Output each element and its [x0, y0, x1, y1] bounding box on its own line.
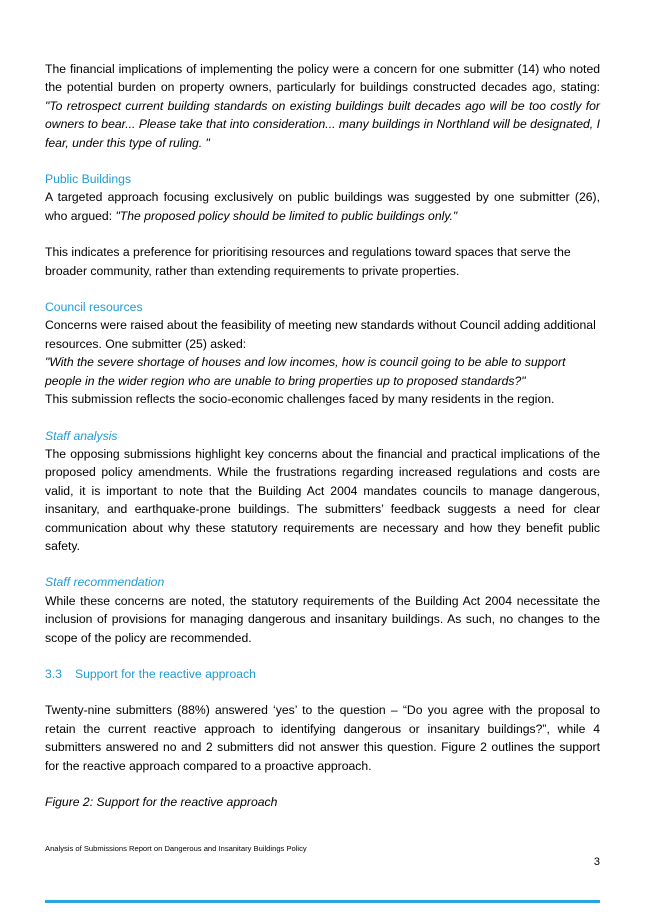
heading-staff-analysis: Staff analysis — [45, 428, 118, 443]
section-title: Support for the reactive approach — [75, 666, 256, 681]
page-number: 3 — [593, 856, 600, 868]
heading-public-buildings: Public Buildings — [45, 172, 132, 187]
footer-title: Analysis of Submissions Report on Dangerous and Insanitary Buildings Policy — [45, 844, 307, 853]
quote-submitter-25: "With the severe shortage of houses and low incomes, how is council going to be able to support people in the wider region who are unable to bring properties up to proposed standards?" — [45, 355, 566, 388]
figure-caption: Figure 2: Support for the reactive approach — [45, 795, 278, 809]
footer-rule — [45, 900, 600, 903]
quote-submitter-26: "The proposed policy should be limited to public buildings only." — [115, 208, 458, 223]
paragraph-preference: This indicates a preference for prioritising resources and regulations toward spaces that serve the broader community, rather than extending requirements to private properties. — [45, 245, 571, 278]
paragraph-staff-analysis: The opposing submissions highlight key concerns about the financial and practical implications of the proposed policy amendments. While the frustrations regarding increased regulations and costs are valid, it is important to note that the Building Act 2004 mandates councils to manage dangerous, insanitary, and earthquake-prone buildings. The submitters’ feedback suggests a need for clear communication about why these statutory requirements are necessary and how they benefit public safety. — [45, 446, 600, 553]
paragraph-council-resources: Concerns were raised about the feasibility of meeting new standards without Council adding additional resources. One submitter (25) asked: — [45, 318, 596, 351]
section-number: 3.3 — [45, 666, 62, 681]
paragraph-staff-recommendation: While these concerns are noted, the statutory requirements of the Building Act 2004 necessitate the inclusion of provisions for managing dangerous and insanitary buildings. As such, no changes to the scope of the policy are recommended. — [45, 593, 600, 645]
heading-council-resources: Council resources — [45, 300, 143, 315]
page-content — [45, 60, 600, 811]
heading-staff-recommendation: Staff recommendation — [45, 575, 165, 590]
paragraph-socio-economic: This submission reflects the socio-economic challenges faced by many residents in the region. — [45, 392, 555, 407]
paragraph-financial-implications — [45, 60, 600, 152]
paragraph-text: The financial implications of implementing the policy were a concern for one submitter (14) who noted the potential burden on property owners, particularly for buildings constructed decades ago, stating: — [45, 62, 600, 95]
quote-submitter-14: "To retrospect current building standards on existing buildings built decades ago will be too costly for owners to bear... Please take that into consideration... many buildings in Northland will be designated, I fear, under this type of ruling. " — [45, 98, 600, 150]
paragraph-public-buildings — [45, 188, 600, 225]
section-heading-3-3 — [45, 665, 600, 683]
paragraph-reactive-approach: Twenty-nine submitters (88%) answered ‘yes’ to the question – “Do you agree with the proposal to retain the current reactive approach to identifying dangerous or insanitary buildings?”, while 4 submitters answered no and 2 submitters did not answer this question. Figure 2 outlines the support for the reactive approach compared to a proactive approach. — [45, 703, 600, 773]
paragraph-text: A targeted approach focusing exclusively on public buildings was suggested by one submitter (26), who argued: — [45, 190, 600, 223]
